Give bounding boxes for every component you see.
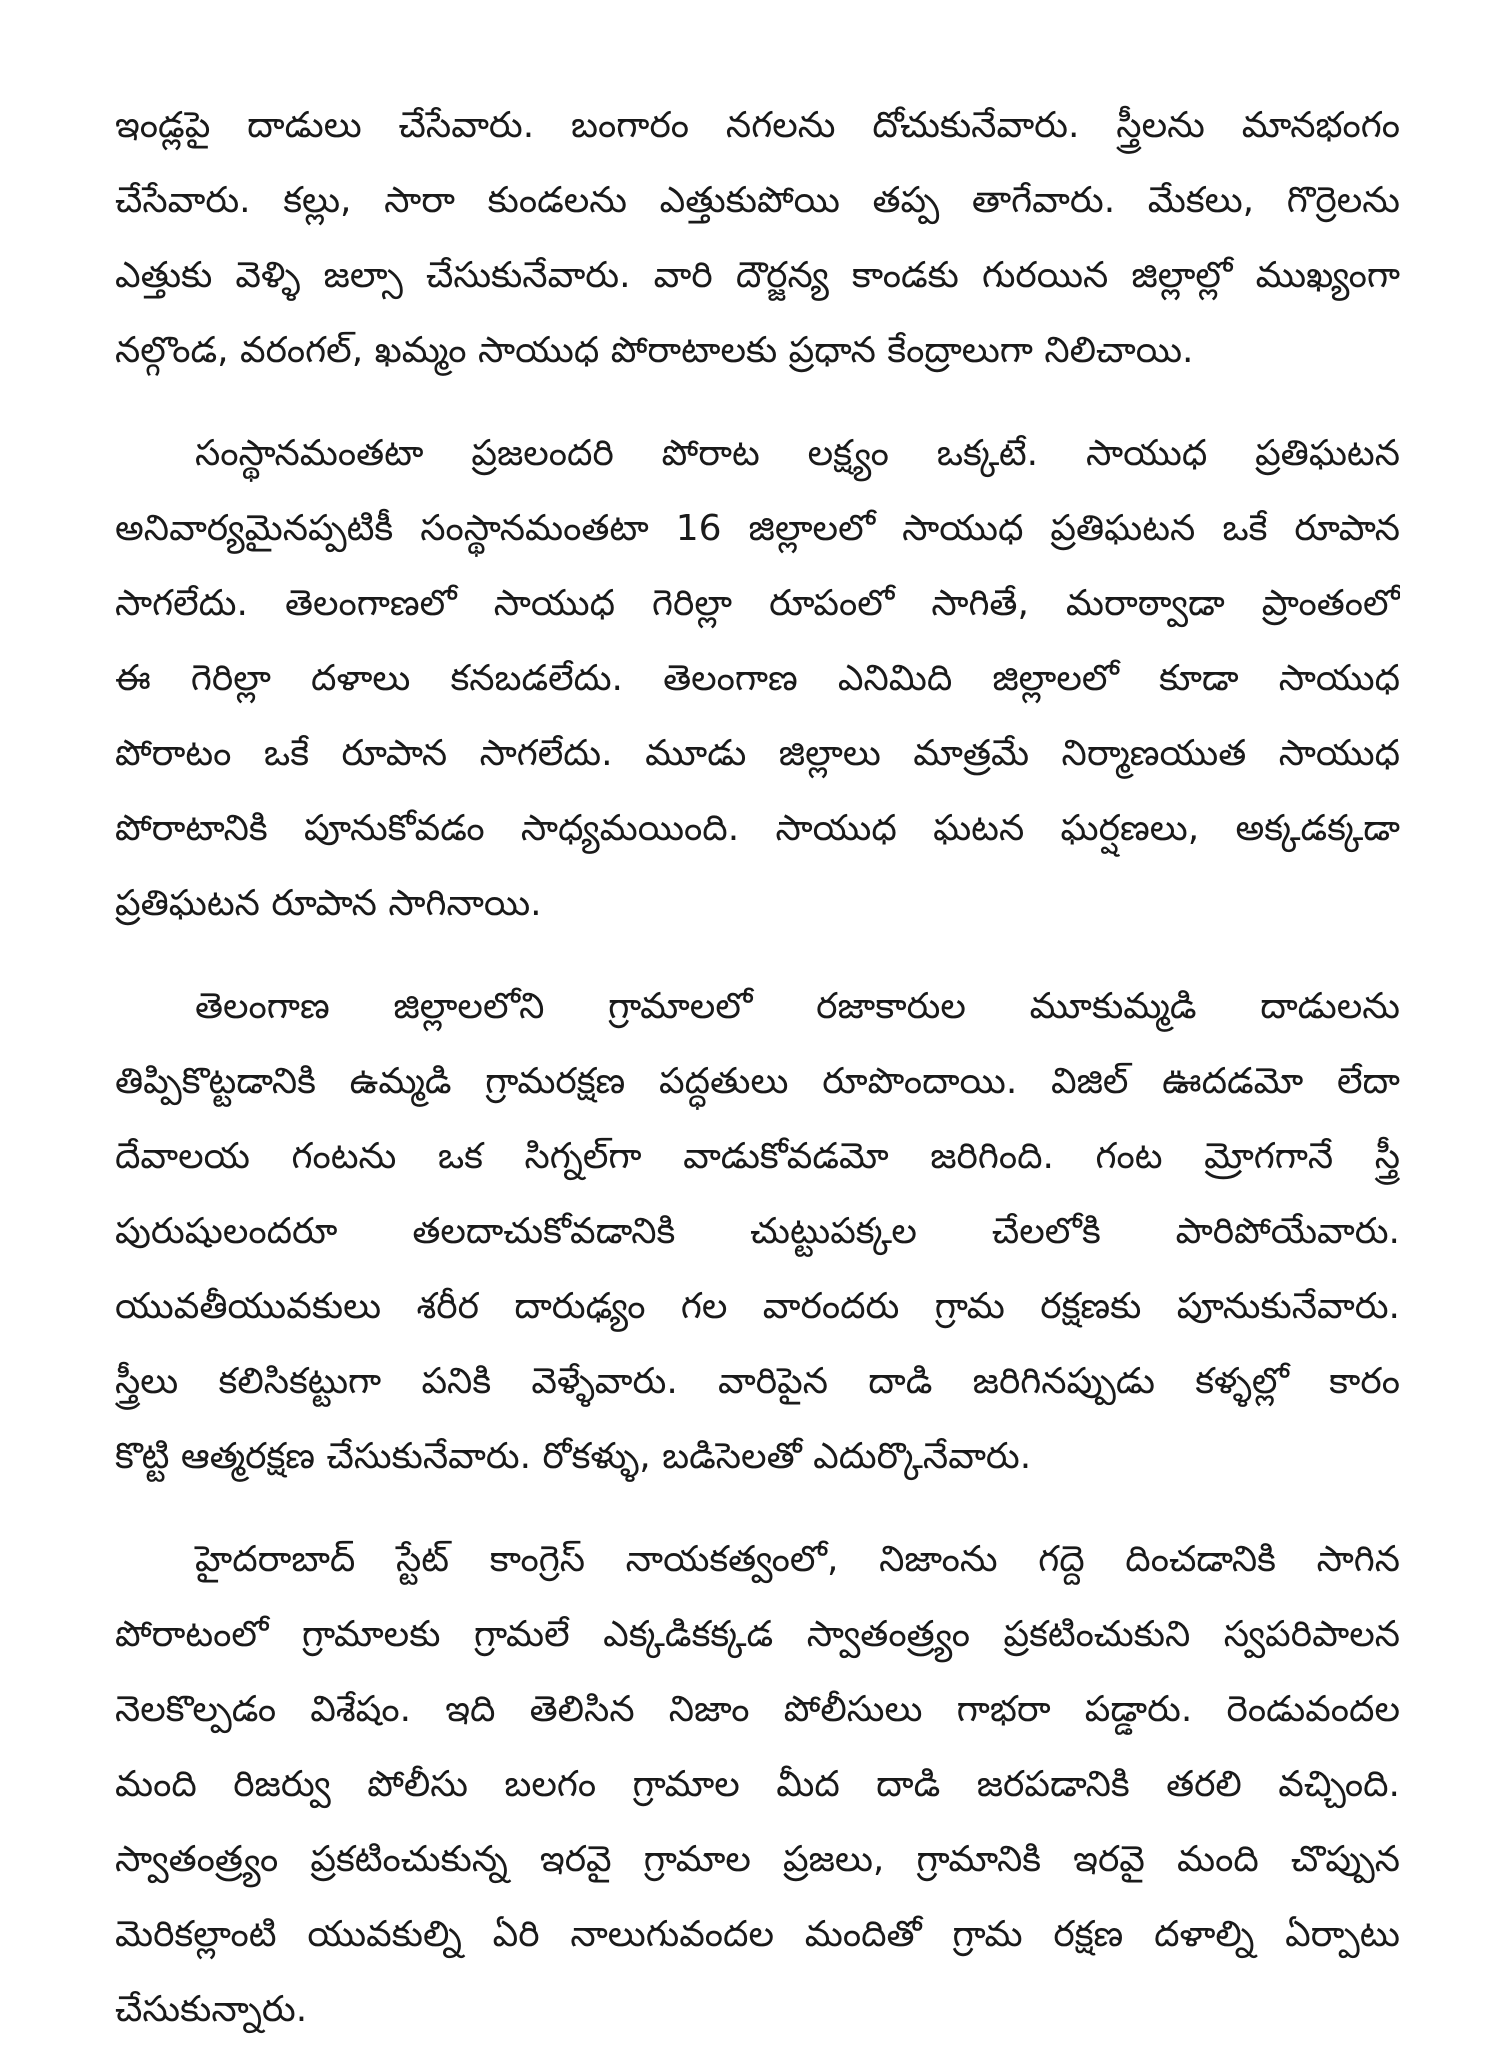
text-line: పురుషులందరూ తలదాచుకోవడానికి చుట్టుపక్కల చేలలోకి పారిపోయేవారు.	[115, 1211, 1400, 1252]
text-line: అనివార్యమైనప్పటికీ సంస్థానమంతటా 16 జిల్లాలలో సాయుధ ప్రతిఘటన ఒకే రూపాన	[115, 508, 1400, 549]
paragraph	[115, 416, 1400, 941]
text-line: హైదరాబాద్ స్టేట్ కాంగ్రెస్ నాయకత్వంలో, నిజాంను గద్దె దించడానికి సాగిన	[195, 1539, 1400, 1580]
text-line: చేసుకున్నారు.	[115, 1989, 308, 2030]
paragraph-gap	[115, 388, 1400, 416]
text-line: యువతీయువకులు శరీర దారుఢ్యం గల వారందరు గ్రామ రక్షణకు పూనుకునేవారు.	[115, 1286, 1400, 1327]
text-line: ఎత్తుకు వెళ్ళి జల్సా చేసుకునేవారు. వారి దౌర్జన్య కాండకు గురయిన జిల్లాల్లో ముఖ్యంగా	[115, 255, 1400, 296]
paragraph-gap	[115, 941, 1400, 969]
document-body	[115, 88, 1400, 2047]
text-line: చేసేవారు. కల్లు, సారా కుండలను ఎత్తుకుపోయి తప్ప తాగేవారు. మేకలు, గొర్రెలను	[115, 180, 1400, 221]
text-line: కొట్టి ఆత్మరక్షణ చేసుకునేవారు. రోకళ్ళు, బడిసెలతో ఎదుర్కొనేవారు.	[115, 1436, 1032, 1477]
text-line: నెలకొల్పడం విశేషం. ఇది తెలిసిన నిజాం పోలీసులు గాభరా పడ్డారు. రెండువందల	[115, 1689, 1400, 1730]
text-line: తిప్పికొట్టడానికి ఉమ్మడి గ్రామరక్షణ పద్ధతులు రూపొందాయి. విజిల్ ఊదడమో లేదా	[115, 1061, 1400, 1102]
text-line: మంది రిజర్వు పోలీసు బలగం గ్రామాల మీద దాడి జరపడానికి తరలి వచ్చింది.	[115, 1764, 1400, 1805]
text-line: దేవాలయ గంటను ఒక సిగ్నల్‌గా వాడుకోవడమో జరిగింది. గంట మ్రోగగానే స్త్రీ	[115, 1136, 1400, 1177]
text-line: పోరాటంలో గ్రామాలకు గ్రామలే ఎక్కడికక్కడ స్వాతంత్ర్యం ప్రకటించుకుని స్వపరిపాలన	[115, 1614, 1400, 1655]
text-line: ఈ గెరిల్లా దళాలు కనబడలేదు. తెలంగాణ ఎనిమిది జిల్లాలలో కూడా సాయుధ	[115, 658, 1400, 699]
text-line: స్వాతంత్ర్యం ప్రకటించుకున్న ఇరవై గ్రామాల ప్రజలు, గ్రామానికి ఇరవై మంది చొప్పున	[115, 1839, 1400, 1880]
text-line: సంస్థానమంతటా ప్రజలందరి పోరాట లక్ష్యం ఒక్కటే. సాయుధ ప్రతిఘటన	[195, 433, 1400, 474]
text-line: మెరికల్లాంటి యువకుల్ని ఏరి నాలుగువందల మందితో గ్రామ రక్షణ దళాల్ని ఏర్పాటు	[115, 1914, 1400, 1955]
text-line: పోరాటానికి పూనుకోవడం సాధ్యమయింది. సాయుధ ఘటన ఘర్షణలు, అక్కడక్కడా	[115, 808, 1400, 849]
text-line: ఇండ్లపై దాడులు చేసేవారు. బంగారం నగలను దోచుకునేవారు. స్త్రీలను మానభంగం	[115, 105, 1400, 146]
text-line: తెలంగాణ జిల్లాలలోని గ్రామాలలో రజాకారుల మూకుమ్మడి దాడులను	[195, 986, 1400, 1027]
text-line: స్త్రీలు కలిసికట్టుగా పనికి వెళ్ళేవారు. వారిపైన దాడి జరిగినప్పుడు కళ్ళల్లో కారం	[115, 1361, 1400, 1402]
paragraph	[115, 88, 1400, 388]
text-line: ప్రతిఘటన రూపాన సాగినాయి.	[115, 883, 542, 924]
paragraph-gap	[115, 1494, 1400, 1522]
text-line: పోరాటం ఒకే రూపాన సాగలేదు. మూడు జిల్లాలు మాత్రమే నిర్మాణయుత సాయుధ	[115, 733, 1400, 774]
paragraph	[115, 1522, 1400, 2047]
text-line: సాగలేదు. తెలంగాణలో సాయుధ గెరిల్లా రూపంలో సాగితే, మరాఠ్వాడా ప్రాంతంలో	[115, 583, 1400, 624]
text-line: నల్గొండ, వరంగల్, ఖమ్మం సాయుధ పోరాటాలకు ప్రధాన కేంద్రాలుగా నిలిచాయి.	[115, 330, 1194, 371]
paragraph	[115, 969, 1400, 1494]
